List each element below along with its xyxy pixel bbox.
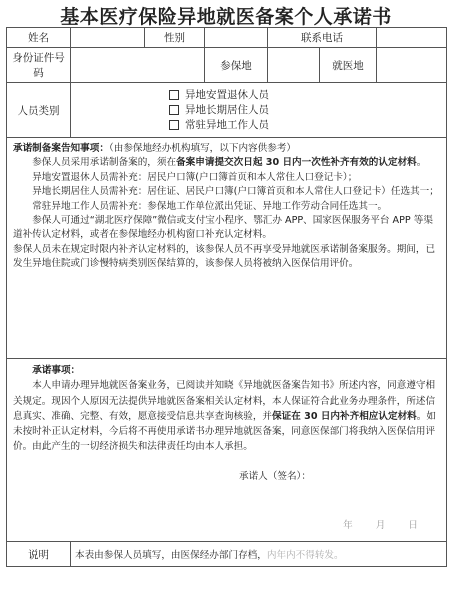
name-label: 姓名 — [7, 28, 71, 48]
phone-label: 联系电话 — [268, 28, 377, 48]
name-field[interactable] — [71, 28, 145, 48]
notice-paragraph: 异地安置退休人员需补充：居民户口簿(户口簿首页和本人常住人口登记卡）； — [32, 171, 358, 183]
checkbox[interactable] — [169, 120, 179, 130]
gender-label: 性别 — [145, 28, 205, 48]
row-explain — [7, 542, 447, 567]
year-label: 年 — [343, 519, 353, 531]
row-promise — [7, 359, 447, 542]
notice-heading-note: （由参保地经办机构填写，以下内容供参考） — [108, 143, 297, 154]
explain-text: 本表由参保人员填写，由医保经办部门存档，内年内不得转发。 — [71, 542, 447, 567]
option-label: 异地长期居住人员 — [185, 103, 269, 116]
option-label: 异地安置退休人员 — [185, 88, 269, 101]
category-option-remote-worker[interactable] — [169, 118, 442, 133]
explain-label: 说明 — [7, 542, 71, 567]
category-option-long-term-resident[interactable] — [169, 103, 442, 118]
signature-label: 承诺人（签名）： — [239, 470, 311, 482]
signature-area[interactable] — [13, 469, 440, 513]
id-label: 身份证件号码 — [7, 48, 71, 83]
insured-place-field[interactable] — [268, 48, 320, 83]
notice-section — [7, 138, 447, 359]
checkbox[interactable] — [169, 90, 179, 100]
notice-paragraph: 参保人员未在规定时限内补齐认定材料的，该参保人员不再享受异地就医承诺制备案服务。期间，已发生异地住院或门诊慢特病类别医保结算的，该参保人员将被纳入医保信用评价。 — [13, 243, 436, 270]
treatment-place-label: 就医地 — [320, 48, 377, 83]
promise-heading: 承诺事项： — [32, 365, 81, 376]
notice-paragraph: 异地长期居住人员需补充：居住证、居民户口簿(户口簿首页和本人常住人口登记卡）任选其一； — [32, 186, 439, 198]
document-title: 基本医疗保险异地就医备案个人承诺书 — [60, 6, 392, 28]
checkbox[interactable] — [169, 105, 179, 115]
notice-paragraph: 常驻异地工作人员需补充：参保地工作单位派出凭证、异地工作劳动合同任选其一。 — [32, 200, 388, 212]
row-category — [7, 83, 447, 138]
category-option-relocated-retiree[interactable] — [169, 88, 442, 103]
notice-heading: 承诺制备案告知事项： — [13, 143, 109, 154]
promise-section — [7, 359, 447, 542]
insured-place-label: 参保地 — [205, 48, 268, 83]
gender-field[interactable] — [205, 28, 268, 48]
sign-date — [323, 518, 418, 533]
month-label: 月 — [375, 519, 386, 531]
filing-form-table — [6, 27, 447, 567]
id-field[interactable] — [71, 48, 205, 83]
row-notice — [7, 138, 447, 359]
notice-paragraph: 参保人可通过“湖北医疗保障”微信或支付宝小程序、鄂汇办 APP、国家医保服务平台 APP 等渠道补传认定材料，或者在参保地经办机构窗口补充认定材料。 — [13, 215, 433, 241]
day-label: 日 — [408, 519, 418, 531]
row-id-info — [7, 48, 447, 83]
option-label: 常驻异地工作人员 — [185, 118, 269, 131]
treatment-place-field[interactable] — [377, 48, 447, 83]
category-label: 人员类别 — [7, 83, 71, 138]
phone-field[interactable] — [377, 28, 447, 48]
row-basic-info — [7, 28, 447, 48]
category-options — [71, 83, 447, 138]
notice-paragraph: 参保人员采用承诺制备案的，须在备案申请提交次日起 30 日内一次性补齐有效的认定材料。 — [32, 157, 427, 169]
promise-text: 本人申请办理异地就医备案业务，已阅读并知晓《异地就医备案告知书》所述内容，同意遵守相关规定。现因个人原因无法提供异地就医备案相关认定材料，本人保证符合此业务办理条件，所述信息真实、准确、完整、有效，愿意接受信息共享查询核验，并保证在 30 日内补齐相应认定材料。如未按时补正认定材料，今后将不再使用承诺书办理异地就医备案，同意医保部门将我纳入医保信用评价。由此产生的一切经济损失和法律责任均由本人承担。 — [13, 380, 436, 453]
